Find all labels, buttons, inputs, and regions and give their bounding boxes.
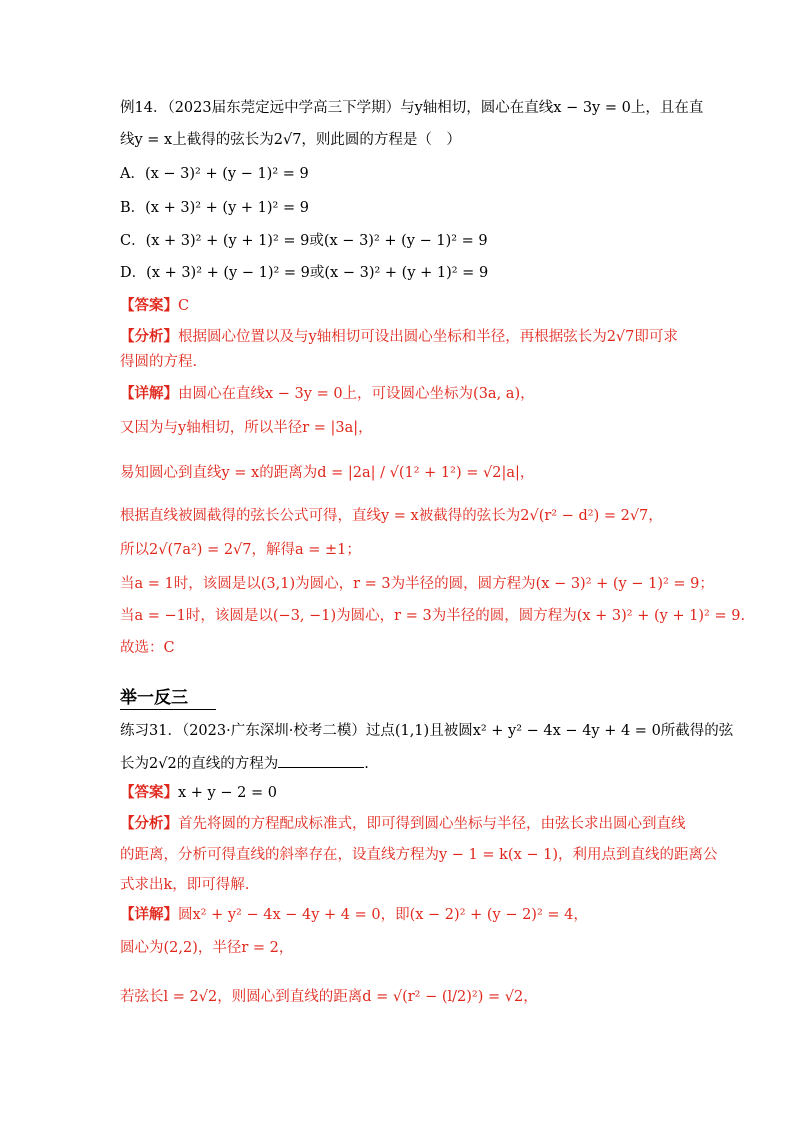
example14-analysis-line2: 得圆的方程.	[120, 354, 198, 370]
section-title: 举一反三	[120, 688, 188, 708]
example14-detail-line2: 又因为与y轴相切，所以半径r = |3a|，	[120, 420, 373, 436]
example14-detail-line5: 所以2√(7a²) = 2√7，解得a = ±1；	[120, 542, 361, 558]
practice31-detail-line2: 圆心为(2,2)，半径r = 2，	[120, 940, 294, 956]
option-c: C．(x + 3)² + (y + 1)² = 9或(x − 3)² + (y − 1)² = 9	[120, 233, 488, 249]
option-b: B．(x + 3)² + (y + 1)² = 9	[120, 200, 309, 216]
answer-value: x + y − 2 = 0	[178, 785, 277, 801]
answer-value: C	[178, 298, 190, 314]
example14-question-line1: 例14．（2023届东莞定远中学高三下学期）与y轴相切，圆心在直线x − 3y = 0上，且在直	[120, 100, 704, 116]
analysis-tag: 【分析】	[120, 328, 178, 345]
example14-answer	[120, 296, 189, 316]
detail-text: 由圆心在直线x − 3y = 0上，可设圆心坐标为(3a, a)，	[178, 386, 535, 402]
answer-tag: 【答案】	[120, 784, 178, 801]
option-a: A．(x − 3)² + (y − 1)² = 9	[120, 166, 309, 182]
question-end: .	[364, 756, 369, 772]
practice31-question-line1: 练习31．（2023·广东深圳·校考二模）过点(1,1)且被圆x² + y² − 4x − 4y + 4 = 0所截得的弦	[120, 723, 734, 739]
example14-conclusion: 故选：C	[120, 640, 175, 656]
question-text: 长为2√2的直线的方程为	[120, 756, 279, 772]
example14-detail-line1	[120, 384, 535, 404]
practice31-analysis-line3: 式求出k，即可得解.	[120, 877, 250, 893]
analysis-text: 根据圆心位置以及与y轴相切可设出圆心坐标和半径，再根据弦长为2√7即可求	[178, 329, 678, 345]
analysis-tag: 【分析】	[120, 815, 178, 832]
practice31-question-line2	[120, 753, 369, 774]
practice31-analysis-line1	[120, 814, 686, 834]
answer-tag: 【答案】	[120, 297, 178, 314]
detail-tag: 【详解】	[120, 906, 178, 923]
answer-blank	[278, 753, 364, 768]
practice31-analysis-line2: 的距离，分析可得直线的斜率存在，设直线方程为y − 1 = k(x − 1)，利用点到直线的距离公	[120, 847, 718, 863]
example14-detail-line4: 根据直线被圆截得的弦长公式可得，直线y = x被截得的弦长为2√(r² − d²) = 2√7，	[120, 508, 663, 524]
example14-detail-line3: 易知圆心到直线y = x的距离为d = |2a| / √(1² + 1²) = √2|a|，	[120, 465, 535, 481]
example14-detail-line7: 当a = −1时，该圆是以(−3, −1)为圆心，r = 3为半径的圆，圆方程为(x + 3)² + (y + 1)² = 9.	[120, 608, 746, 624]
option-d: D．(x + 3)² + (y − 1)² = 9或(x − 3)² + (y + 1)² = 9	[120, 265, 489, 281]
analysis-text: 首先将圆的方程配成标准式，即可得到圆心坐标与半径，由弦长求出圆心到直线	[178, 816, 686, 832]
practice31-detail-line1	[120, 905, 588, 925]
detail-text: 圆x² + y² − 4x − 4y + 4 = 0，即(x − 2)² + (y − 2)² = 4，	[178, 907, 588, 923]
practice31-detail-line3: 若弦长l = 2√2，则圆心到直线的距离d = √(r² − (l/2)²) = √2，	[120, 989, 538, 1005]
detail-tag: 【详解】	[120, 385, 178, 402]
example14-detail-line6: 当a = 1时，该圆是以(3,1)为圆心，r = 3为半径的圆，圆方程为(x − 3)² + (y − 1)² = 9；	[120, 576, 714, 592]
example14-question-line2: 线y = x上截得的弦长为2√7，则此圆的方程是（ ）	[120, 132, 461, 148]
example14-analysis-line1	[120, 327, 678, 347]
practice31-answer	[120, 783, 277, 803]
section-title-underline	[120, 709, 216, 710]
